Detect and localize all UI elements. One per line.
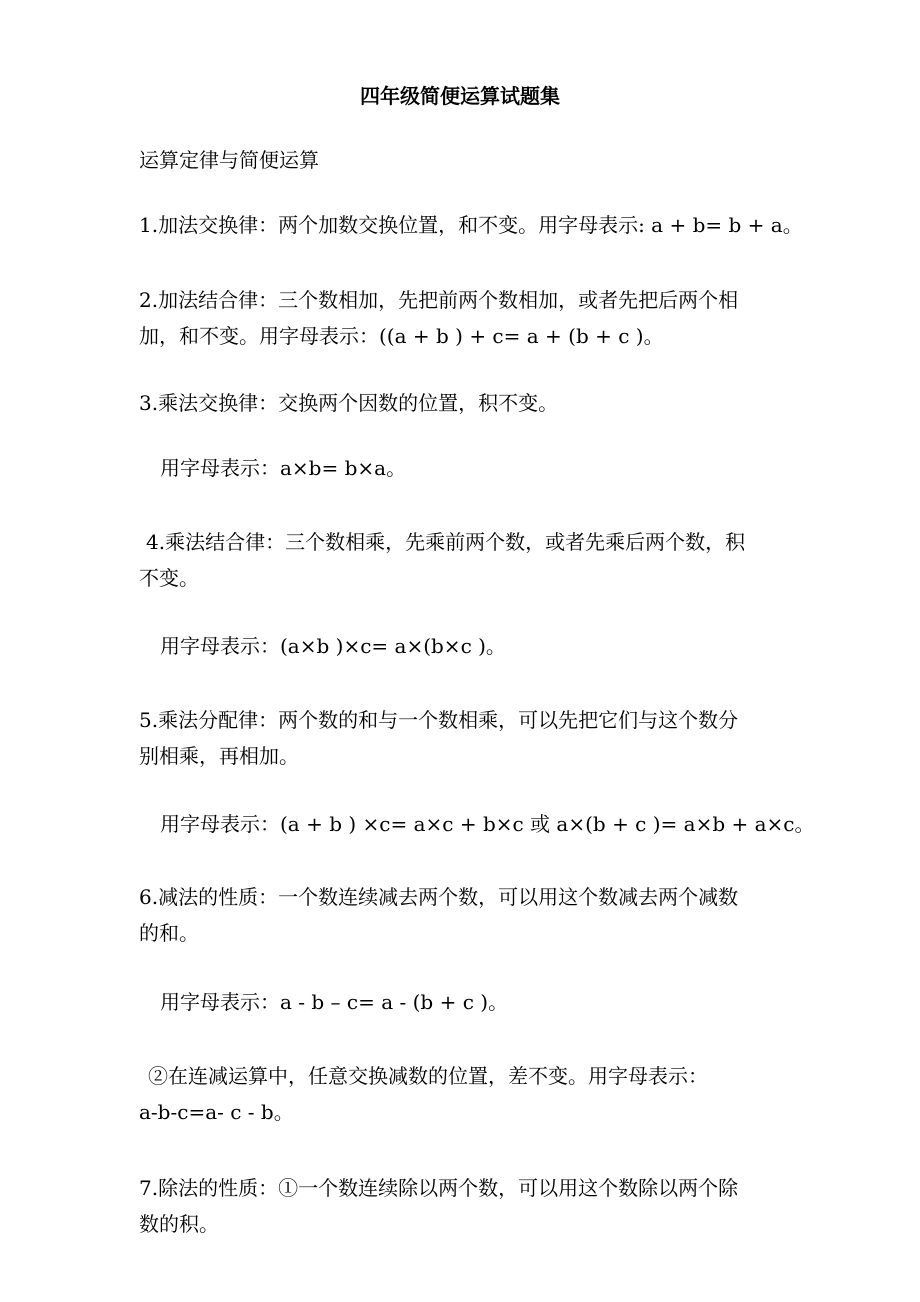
document-title: 四年级简便运算试题集 [360,84,560,108]
section-heading: 运算定律与简便运算 [139,148,319,172]
law-7-division-property-line1: 7.除法的性质：①一个数连续除以两个数，可以用这个数除以两个除 [139,1176,739,1200]
law-3-formula: 用字母表示：a×b= b×a。 [160,456,407,480]
law-6-formula: 用字母表示：a - b – c= a - (b + c )。 [160,990,509,1014]
law-7-division-property-line2: 数的积。 [139,1212,219,1236]
law-2-addition-associative-line2: 加，和不变。用字母表示：((a + b ) + c= a + (b + c )。 [139,324,664,348]
law-1-addition-commutative: 1.加法交换律：两个加数交换位置，和不变。用字母表示: a + b= b + a。 [139,213,803,237]
law-5-formula: 用字母表示：(a + b ) ×c= a×c + b×c 或 a×(b + c )= a×b + a×c。 [160,812,815,836]
law-6-subtraction-property-line2: 的和。 [139,921,199,945]
law-6b-subtraction-swap-line1: ②在连减运算中，任意交换减数的位置，差不变。用字母表示： [148,1064,708,1088]
law-5-distributive-line2: 别相乘，再相加。 [139,744,299,768]
law-4-multiplication-associative-line2: 不变。 [139,566,199,590]
law-6-subtraction-property-line1: 6.减法的性质：一个数连续减去两个数，可以用这个数减去两个减数 [139,885,739,909]
law-3-multiplication-commutative: 3.乘法交换律：交换两个因数的位置，积不变。 [139,391,559,415]
law-4-formula: 用字母表示：(a×b )×c= a×(b×c )。 [160,634,506,658]
law-6b-subtraction-swap-line2: a-b-c=a- c - b。 [139,1100,294,1124]
law-5-distributive-line1: 5.乘法分配律：两个数的和与一个数相乘，可以先把它们与这个数分 [139,708,739,732]
law-4-multiplication-associative-line1: 4.乘法结合律：三个数相乘，先乘前两个数，或者先乘后两个数，积 [146,530,746,554]
law-2-addition-associative-line1: 2.加法结合律：三个数相加，先把前两个数相加，或者先把后两个相 [139,288,739,312]
